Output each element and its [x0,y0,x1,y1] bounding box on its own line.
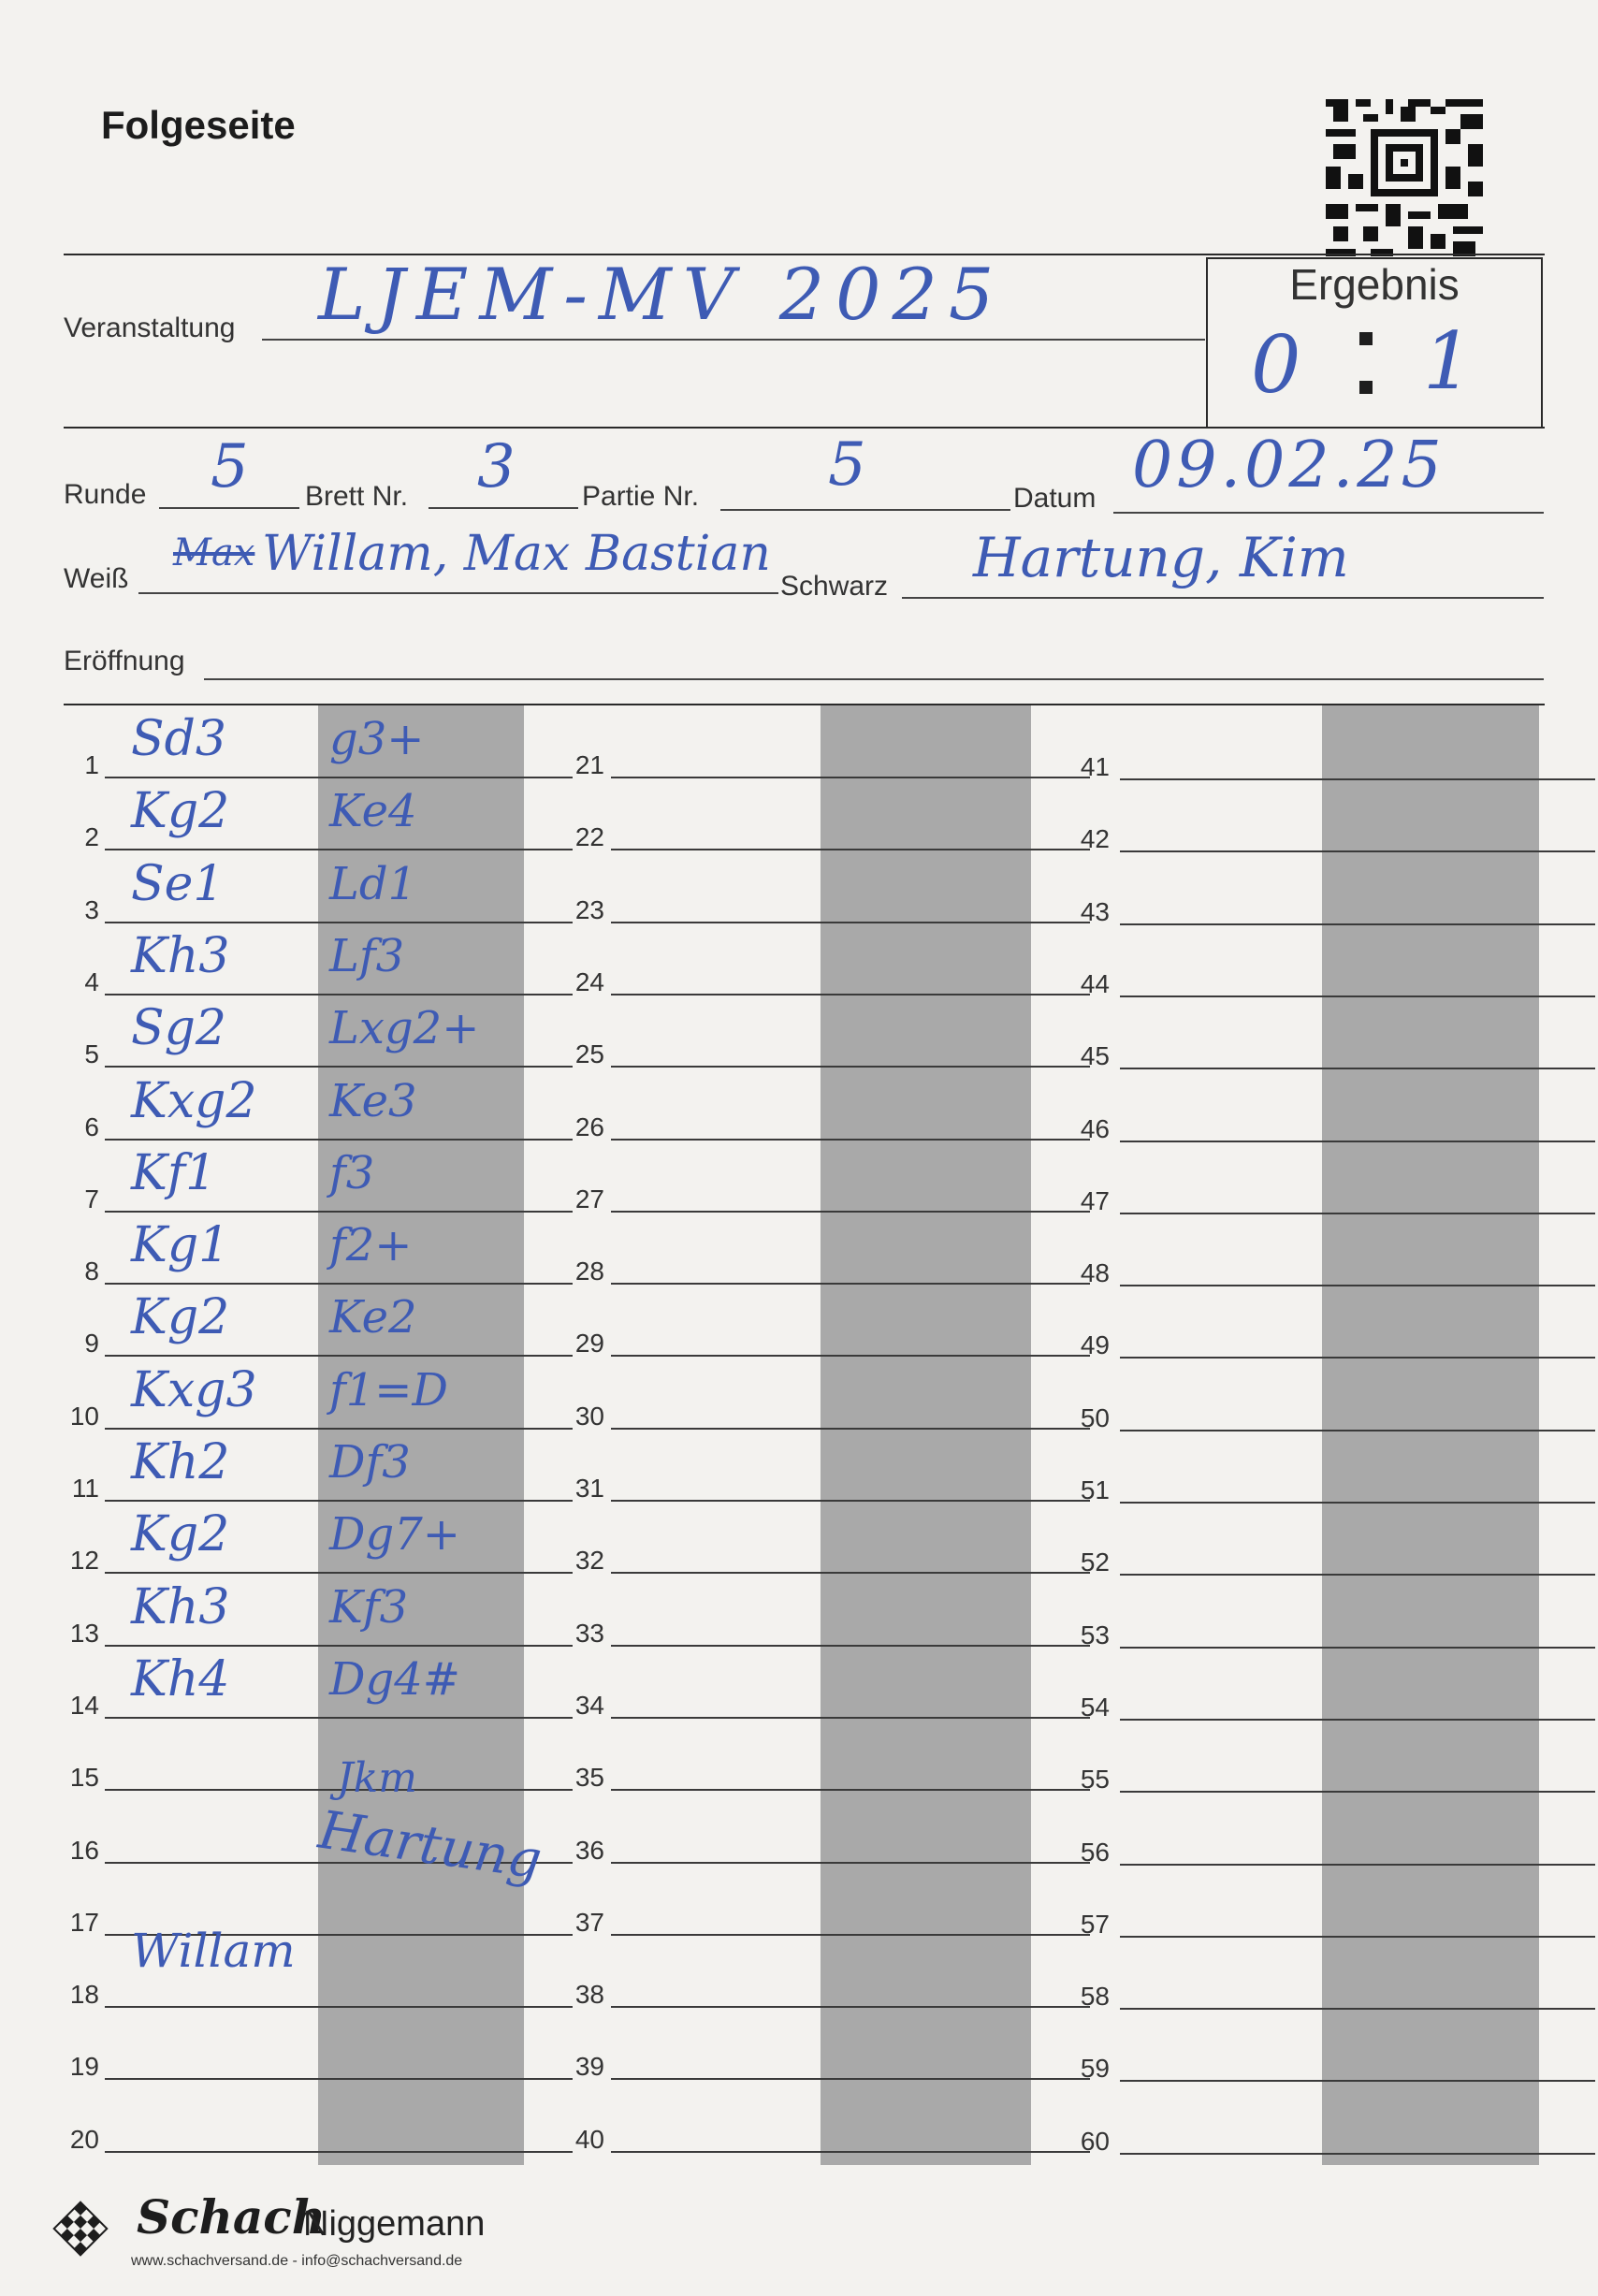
move-number: 34 [574,1690,604,1720]
move-number: 38 [574,1980,604,2010]
move-number: 56 [1080,1837,1110,1867]
move-line[interactable] [1120,995,1595,997]
move-line[interactable] [105,1355,573,1357]
datum-label: Datum [1013,483,1097,514]
black-move[interactable]: Lf3 [329,929,405,982]
move-line[interactable] [1120,2080,1595,2082]
move-line[interactable] [611,1355,1090,1357]
move-line[interactable] [105,1066,573,1068]
qr-code [1326,99,1483,256]
weiss-line [138,592,778,594]
move-number: 52 [1080,1548,1110,1577]
result-box [1206,257,1543,429]
move-line[interactable] [611,1789,1090,1791]
runde-value[interactable]: 5 [211,432,249,501]
move-number: 28 [574,1257,604,1286]
move-number: 4 [84,966,99,996]
move-number: 41 [1080,752,1110,781]
move-line[interactable] [1120,1213,1595,1214]
move-number: 44 [1080,968,1110,998]
move-number: 59 [1080,2054,1110,2084]
move-line[interactable] [1120,2008,1595,2010]
move-line[interactable] [611,2006,1090,2008]
move-line[interactable] [105,1428,573,1430]
result-black-score[interactable]: 1 [1423,315,1474,407]
move-line[interactable] [1120,850,1595,852]
move-number: 10 [69,1401,99,1431]
move-line[interactable] [1120,1791,1595,1793]
brett-label: Brett Nr. [305,481,409,512]
black-move[interactable]: g3+ [329,713,425,765]
move-line[interactable] [1120,1141,1595,1142]
move-line[interactable] [611,1500,1090,1502]
move-number: 19 [69,2052,99,2082]
schwarz-line [902,597,1544,599]
brand-name: Schach [137,2189,327,2245]
move-number: 22 [574,822,604,852]
partie-label: Partie Nr. [582,481,700,512]
move-line[interactable] [611,2151,1090,2153]
move-line[interactable] [611,777,1090,778]
signature-black-initial: Jkm [337,1754,418,1802]
move-number: 53 [1080,1620,1110,1649]
move-line[interactable] [611,1572,1090,1574]
black-move[interactable]: Ke3 [329,1074,417,1127]
white-move[interactable]: Kg2 [131,783,230,840]
move-number: 49 [1080,1330,1110,1360]
move-line[interactable] [1120,1502,1595,1504]
eroeffnung-line [204,678,1544,680]
move-line[interactable] [611,849,1090,850]
signature-white: Willam [131,1924,296,1978]
black-move[interactable]: f2+ [329,1219,413,1272]
datum-value[interactable]: 09.02.25 [1132,429,1445,502]
veranstaltung-value[interactable]: LJEM-MV 2025 [318,253,1006,336]
move-line[interactable] [105,2006,573,2008]
move-number: 43 [1080,896,1110,926]
black-move[interactable]: Ke4 [329,785,417,838]
black-move[interactable]: Ke2 [329,1291,417,1344]
move-number: 27 [574,1184,604,1213]
move-line[interactable] [611,1934,1090,1936]
move-line[interactable] [105,1211,573,1213]
move-number: 20 [69,2124,99,2154]
move-number: 31 [574,1474,604,1503]
page-title: Folgeseite [101,103,296,147]
move-line[interactable] [611,1717,1090,1719]
result-colon [1359,332,1374,429]
move-number: 36 [574,1835,604,1865]
white-move[interactable]: Kg2 [131,1506,230,1563]
move-number: 39 [574,2052,604,2082]
move-number: 51 [1080,1475,1110,1504]
move-line[interactable] [105,777,573,778]
move-line[interactable] [611,1428,1090,1430]
move-number: 55 [1080,1765,1110,1795]
black-move[interactable]: Ld1 [329,857,417,910]
move-line[interactable] [611,922,1090,923]
runde-label: Runde [64,479,147,510]
move-number: 46 [1080,1113,1110,1143]
black-moves-column-2 [821,705,1031,2165]
veranstaltung-label: Veranstaltung [64,312,236,343]
move-number: 26 [574,1112,604,1141]
move-line[interactable] [1120,1357,1595,1359]
move-line[interactable] [1120,1068,1595,1069]
move-number: 30 [574,1401,604,1431]
move-number: 29 [574,1329,604,1359]
move-line[interactable] [105,1645,573,1647]
black-move[interactable]: Df3 [329,1436,411,1489]
move-line[interactable] [105,1500,573,1502]
white-move[interactable]: Kxg3 [131,1361,257,1418]
move-number: 32 [574,1546,604,1576]
move-line[interactable] [1120,1647,1595,1649]
move-number: 42 [1080,824,1110,854]
runde-line [159,507,299,509]
move-line[interactable] [1120,1719,1595,1721]
footer-logo [52,2180,539,2283]
eroeffnung-label: Eröffnung [64,646,185,676]
move-number: 48 [1080,1258,1110,1288]
white-move[interactable]: Kh3 [131,1578,230,1635]
move-number: 13 [69,1618,99,1648]
move-line[interactable] [611,2078,1090,2080]
move-line[interactable] [611,1139,1090,1141]
white-move[interactable]: Se1 [131,855,225,912]
white-move[interactable]: Kh2 [131,1434,230,1490]
move-line[interactable] [105,2151,573,2153]
move-table [56,692,1553,2171]
move-number: 40 [574,2124,604,2154]
move-line[interactable] [105,1283,573,1285]
result-white-score[interactable]: 0 [1251,319,1301,411]
white-move[interactable]: Kg1 [131,1217,230,1274]
black-move[interactable]: Dg4# [329,1652,460,1706]
partie-value[interactable]: 5 [828,430,866,500]
move-number: 25 [574,1039,604,1069]
move-line[interactable] [105,2078,573,2080]
black-moves-column-1 [318,705,524,2165]
brand-contact: www.schachversand.de - info@schachversand.de [131,2253,463,2269]
signature-black: Hartung [314,1799,545,1892]
move-line[interactable] [611,1283,1090,1285]
move-line[interactable] [1120,1864,1595,1866]
move-number: 16 [69,1835,99,1865]
chessboard-logo-icon [52,2201,109,2257]
brett-line [429,507,578,509]
move-line[interactable] [1120,1285,1595,1286]
move-line[interactable] [1120,778,1595,780]
weiss-label: Weiß [64,563,129,594]
move-number: 9 [84,1329,99,1359]
move-number: 35 [574,1763,604,1793]
move-number: 57 [1080,1909,1110,1939]
move-number: 45 [1080,1041,1110,1071]
move-number: 33 [574,1618,604,1648]
move-number: 18 [69,1980,99,2010]
schwarz-label: Schwarz [780,571,889,602]
move-number: 58 [1080,1982,1110,2012]
move-number: 8 [84,1257,99,1286]
partie-line [720,509,1010,511]
move-line[interactable] [105,849,573,850]
white-move[interactable]: Kf1 [131,1144,217,1201]
move-number: 15 [69,1763,99,1793]
move-line[interactable] [1120,923,1595,925]
result-title: Ergebnis [1289,260,1460,309]
move-number: 60 [1080,2126,1110,2156]
move-number: 5 [84,1039,99,1069]
move-line[interactable] [105,994,573,995]
move-line[interactable] [105,1139,573,1141]
move-number: 12 [69,1546,99,1576]
black-move[interactable]: Lxg2+ [329,1002,480,1055]
move-number: 17 [69,1907,99,1937]
move-number: 21 [574,750,604,779]
move-number: 1 [84,750,99,779]
move-number: 50 [1080,1402,1110,1432]
white-move[interactable]: Kh3 [131,927,230,984]
move-number: 11 [71,1474,99,1503]
move-line[interactable] [611,994,1090,995]
brand-suffix: Niggemann [303,2204,486,2244]
move-number: 24 [574,966,604,996]
move-line[interactable] [105,922,573,923]
black-move[interactable]: Kf3 [329,1580,409,1634]
black-move[interactable]: f3 [329,1146,375,1199]
move-number: 6 [84,1112,99,1141]
weiss-value[interactable]: Willam, Max Bastian [262,526,771,582]
white-move[interactable]: Kg2 [131,1289,230,1346]
move-line[interactable] [1120,1574,1595,1576]
move-number: 14 [69,1690,99,1720]
move-number: 7 [84,1184,99,1213]
move-line[interactable] [1120,1430,1595,1431]
move-line[interactable] [105,1717,573,1719]
datum-line [1113,512,1544,514]
move-line[interactable] [611,1211,1090,1213]
move-line[interactable] [611,1645,1090,1647]
move-line[interactable] [1120,2153,1595,2155]
move-line[interactable] [611,1066,1090,1068]
move-number: 47 [1080,1185,1110,1215]
move-line[interactable] [105,1572,573,1574]
move-number: 2 [84,822,99,852]
veranstaltung-line [262,339,1205,341]
move-line[interactable] [611,1862,1090,1864]
white-move[interactable]: Sg2 [131,1000,226,1057]
black-move[interactable]: Dg7+ [329,1508,460,1562]
white-move[interactable]: Kh4 [131,1650,230,1707]
white-move[interactable]: Sd3 [131,711,226,767]
move-line[interactable] [1120,1936,1595,1938]
move-number: 23 [574,894,604,924]
black-move[interactable]: f1=D [329,1363,449,1417]
move-number: 3 [84,894,99,924]
brett-value[interactable]: 3 [477,432,516,501]
weiss-strikeout: Max [173,531,255,574]
schwarz-value[interactable]: Hartung, Kim [973,526,1349,589]
move-number: 37 [574,1907,604,1937]
white-move[interactable]: Kxg2 [131,1072,257,1129]
move-number: 54 [1080,1692,1110,1722]
